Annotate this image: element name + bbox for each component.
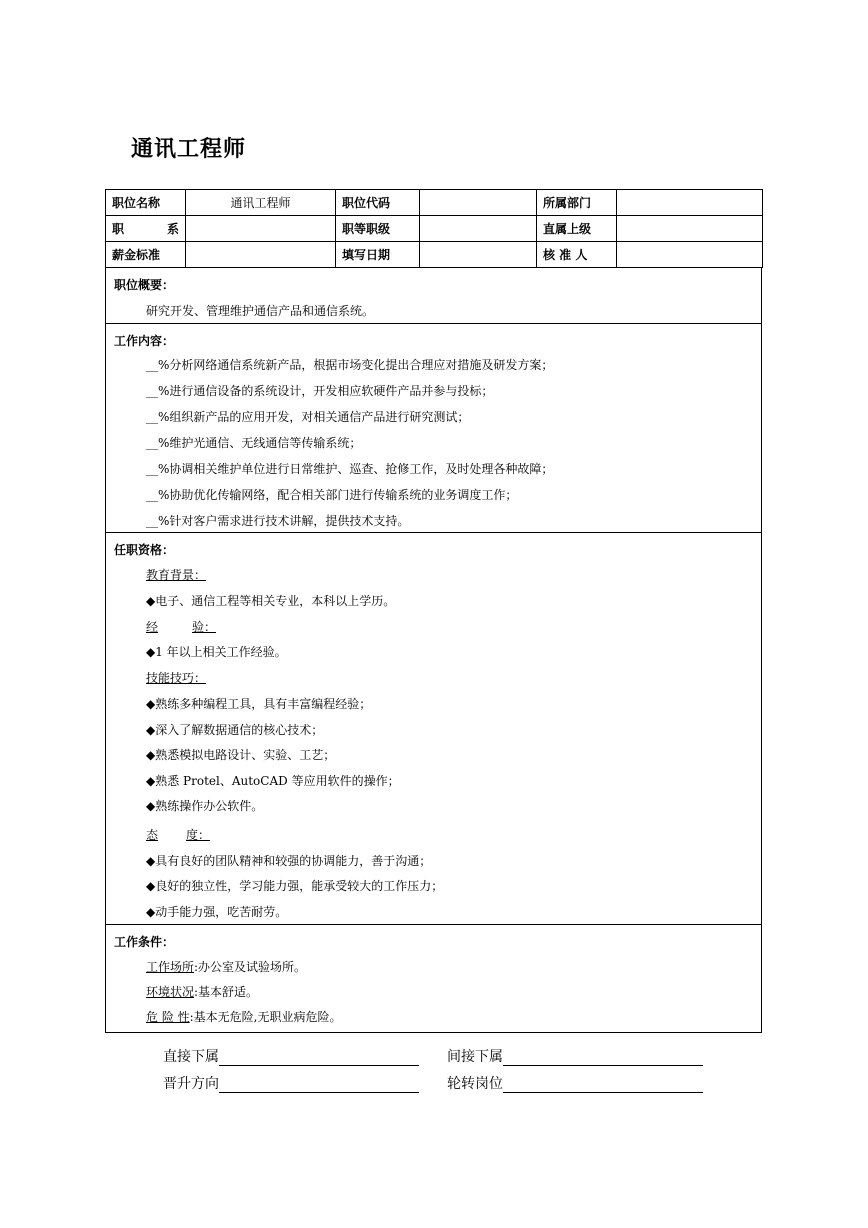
supervisor-value xyxy=(617,216,763,242)
environment-line: 环境状况:基本舒适。 xyxy=(146,985,259,999)
department-value xyxy=(617,190,763,216)
department-label: 所属部门 xyxy=(537,190,617,216)
duties-heading: 工作内容： xyxy=(114,334,175,348)
summary-heading: 职位概要： xyxy=(114,278,175,292)
approver-label: 核 准 人 xyxy=(537,242,617,268)
conditions-section xyxy=(105,925,762,1033)
job-title-label: 职位名称 xyxy=(106,190,186,216)
list-item: ◆熟悉 Protel、AutoCAD 等应用软件的操作； xyxy=(146,774,400,788)
list-item: ◆动手能力强，吃苦耐劳。 xyxy=(146,905,288,919)
job-family-label: 职 系 xyxy=(106,216,186,242)
qualifications-section xyxy=(105,533,762,925)
salary-value xyxy=(186,242,336,268)
job-grade-label: 职等职级 xyxy=(336,216,420,242)
list-item: __%针对客户需求进行技术讲解，提供技术支持。 xyxy=(146,514,410,528)
summary-text: 研究开发、管理维护通信产品和通信系统。 xyxy=(146,304,375,318)
list-item: ◆熟悉模拟电路设计、实验、工艺； xyxy=(146,748,336,762)
education-text: ◆电子、通信工程等相关专业，本科以上学历。 xyxy=(146,594,396,608)
job-grade-value xyxy=(420,216,537,242)
list-item: __%分析网络通信系统新产品，根据市场变化提出合理应对措施及研发方案； xyxy=(146,358,554,372)
job-title-value: 通讯工程师 xyxy=(186,190,336,216)
indirect-reports-field: 间接下属 xyxy=(447,1046,703,1066)
experience-label: 经 验： xyxy=(146,620,217,634)
qualifications-heading: 任职资格： xyxy=(114,543,175,557)
list-item: __%进行通信设备的系统设计，开发相应软硬件产品并参与投标； xyxy=(146,384,494,398)
list-item: __%协助优化传输网络，配合相关部门进行传输系统的业务调度工作； xyxy=(146,488,518,502)
table-row xyxy=(106,242,763,268)
list-item: ◆良好的独立性，学习能力强，能承受较大的工作压力； xyxy=(146,879,444,893)
job-family-value xyxy=(186,216,336,242)
supervisor-label: 直属上级 xyxy=(537,216,617,242)
list-item: __%组织新产品的应用开发，对相关通信产品进行研究测试； xyxy=(146,410,470,424)
experience-text: ◆1 年以上相关工作经验。 xyxy=(146,645,287,659)
approver-value xyxy=(617,242,763,268)
direct-reports-field: 直接下属 xyxy=(163,1046,419,1066)
conditions-heading: 工作条件： xyxy=(114,935,175,949)
job-code-value xyxy=(420,190,537,216)
list-item: ◆深入了解数据通信的核心技术； xyxy=(146,723,324,737)
promotion-path-field: 晋升方向 xyxy=(163,1073,419,1093)
list-item: ◆具有良好的团队精神和较强的协调能力，善于沟通； xyxy=(146,854,432,868)
workplace-line: 工作场所:办公室及试验场所。 xyxy=(146,960,307,974)
table-row xyxy=(106,190,763,216)
list-item: ◆熟练多种编程工具，具有丰富编程经验； xyxy=(146,697,372,711)
fill-date-value xyxy=(420,242,537,268)
summary-section xyxy=(105,268,762,324)
risk-line: 危 险 性:基本无危险,无职业病危险。 xyxy=(146,1010,342,1024)
list-item: __%维护光通信、无线通信等传输系统； xyxy=(146,436,362,450)
salary-label: 薪金标准 xyxy=(106,242,186,268)
fill-date-label: 填写日期 xyxy=(336,242,420,268)
table-row xyxy=(106,216,763,242)
job-code-label: 职位代码 xyxy=(336,190,420,216)
attitude-label: 态 度： xyxy=(146,828,211,842)
skills-label: 技能技巧： xyxy=(146,671,207,685)
duties-section xyxy=(105,324,762,533)
rotation-position-field: 轮转岗位 xyxy=(447,1073,703,1093)
list-item: ◆熟练操作办公软件。 xyxy=(146,799,264,813)
page-title: 通讯工程师 xyxy=(131,137,247,162)
job-info-table xyxy=(105,189,763,268)
list-item: __%协调相关维护单位进行日常维护、巡查、抢修工作，及时处理各种故障； xyxy=(146,462,554,476)
education-label: 教育背景： xyxy=(146,568,207,582)
